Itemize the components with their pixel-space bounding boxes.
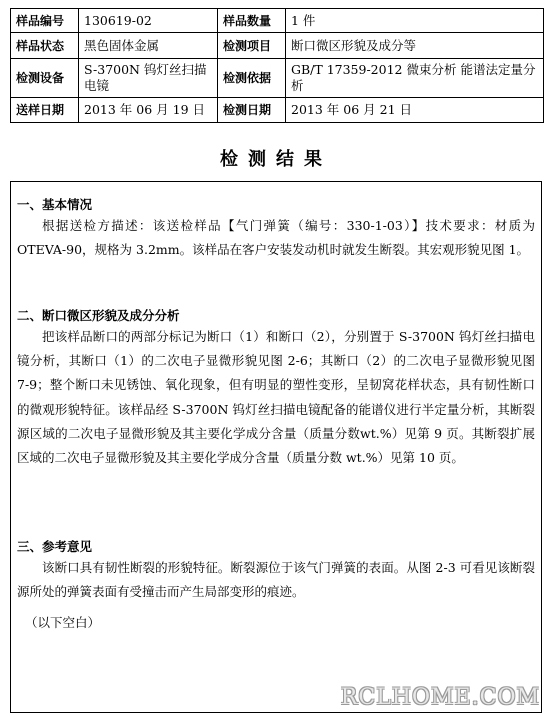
sample-no-value: 130619-02 [79, 9, 218, 33]
test-date-label: 检测日期 [218, 98, 286, 123]
section-heading-basic: 一、基本情况 [17, 197, 93, 212]
results-content-box [10, 181, 542, 713]
watermark-logo: RCLHOME.COM [340, 685, 540, 710]
table-row [11, 33, 544, 59]
section-heading-analysis: 二、断口微区形貌及成分分析 [17, 308, 180, 323]
table-row [11, 98, 544, 123]
sample-qty-value: 1 件 [286, 9, 544, 33]
equipment-value: S-3700N 钨灯丝扫描电镜 [79, 59, 218, 98]
basis-label: 检测依据 [218, 59, 286, 98]
sample-qty-label: 样品数量 [218, 9, 286, 33]
send-date-label: 送样日期 [11, 98, 79, 123]
blank-note: （以下空白） [25, 615, 101, 630]
sample-state-label: 样品状态 [11, 33, 79, 59]
section-body-analysis: 把该样品断口的两部分标记为断口（1）和断口（2），分别置于 S-3700N 钨灯丝扫描电镜分析，其断口（1）的二次电子显微形貌见图 2-6；其断口（2）的二次电子显微形貌见图 7-9；整个断口未见锈蚀、氧化现象，但有明显的塑性变形，呈韧窝花样状态，具有韧性断口的微观形貌特征。该样品经 S-3700N 钨灯丝扫描电镜配备的能谱仪进行半定量分析，其断裂源区域的二次电子显微形貌及其主要化学成分含量（质量分数wt.%）见第 9 页。其断裂扩展区域的二次电子显微形貌及其主要化学成分含量（质量分数 wt.%）见第 10 页。 [17, 329, 535, 466]
section-body-opinion: 该断口具有韧性断裂的形貌特征。断裂源位于该气门弹簧的表面。从图 2-3 可看见该断裂源所处的弹簧表面有受撞击而产生局部变形的痕迹。 [17, 560, 535, 600]
sample-info-table [10, 8, 544, 123]
table-row [11, 59, 544, 98]
section-heading-opinion: 三、参考意见 [17, 539, 93, 554]
sample-no-label: 样品编号 [11, 9, 79, 33]
test-date-value: 2013 年 06 月 21 日 [286, 98, 544, 123]
section-body-basic: 根据送检方描述：该送检样品【气门弹簧（编号：330-1-03）】技术要求：材质为OTEVA-90，规格为 3.2mm。该样品在客户安装发动机时就发生断裂。其宏观形貌见图 1。 [17, 218, 535, 258]
test-item-label: 检测项目 [218, 33, 286, 59]
result-title: 检测结果 [220, 149, 332, 170]
table-row [11, 9, 544, 33]
send-date-value: 2013 年 06 月 19 日 [79, 98, 218, 123]
basis-value: GB/T 17359-2012 微束分析 能谱法定量分析 [286, 59, 544, 98]
sample-state-value: 黑色固体金属 [79, 33, 218, 59]
equipment-label: 检测设备 [11, 59, 79, 98]
test-item-value: 断口微区形貌及成分等 [286, 33, 544, 59]
